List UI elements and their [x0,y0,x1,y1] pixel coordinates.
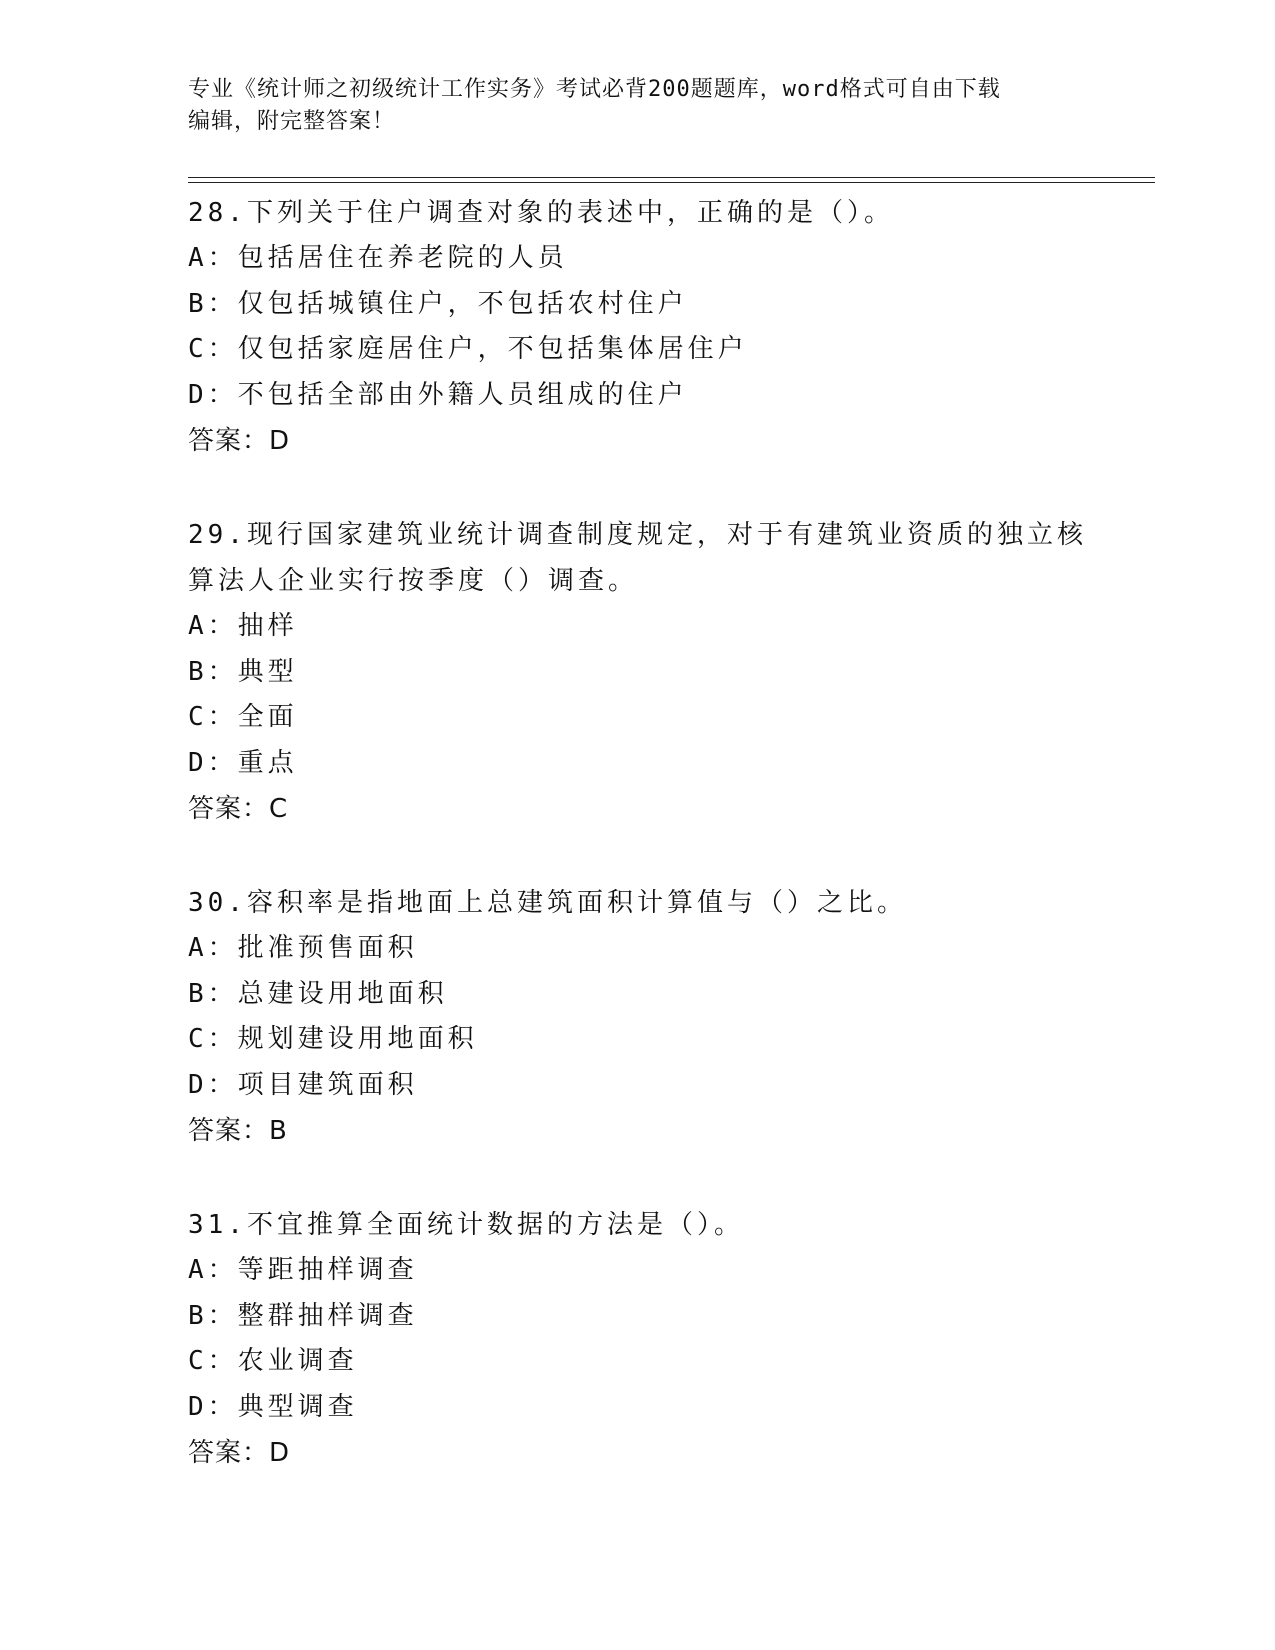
option-list [188,236,1088,418]
option-b: B：总建设用地面积 [188,978,448,1009]
question-stem: 29.现行国家建筑业统计调查制度规定，对于有建筑业资质的独立核算法人企业实行按季度（）调查。 [188,520,1087,596]
header-line-2: 编辑，附完整答案！ [188,109,396,134]
answer: 答案：D [188,1438,291,1468]
document-header [188,74,1068,138]
option-d: D：典型调查 [188,1391,358,1422]
option-a: A：抽样 [188,611,298,641]
option-d: D：项目建筑面积 [188,1069,418,1100]
option-d: D：不包括全部由外籍人员组成的住户 [188,379,688,410]
header-divider-top [188,177,1155,178]
option-c: C：全面 [188,702,298,732]
option-b: B：整群抽样调查 [188,1300,418,1331]
option-a: A：包括居住在养老院的人员 [188,243,568,273]
option-c: C：农业调查 [188,1346,358,1376]
question-stem: 28.下列关于住户调查对象的表述中，正确的是（）。 [188,198,894,228]
header-line-1: 专业《统计师之初级统计工作实务》考试必背200题题库，word格式可自由下载 [188,77,1001,102]
option-list [188,604,1088,786]
question-stem: 30.容积率是指地面上总建筑面积计算值与（）之比。 [188,888,907,918]
option-d: D：重点 [188,747,298,778]
question-30 [188,880,1088,1155]
question-29 [188,512,1088,833]
question-stem: 31.不宜推算全面统计数据的方法是（）。 [188,1210,744,1240]
header-divider-bottom [188,182,1155,183]
option-a: A：等距抽样调查 [188,1255,418,1285]
question-31 [188,1202,1088,1477]
option-b: B：典型 [188,656,298,687]
option-list [188,926,1088,1108]
option-b: B：仅包括城镇住户，不包括农村住户 [188,288,688,319]
question-28 [188,190,1088,465]
option-a: A：批准预售面积 [188,933,418,963]
answer: 答案：D [188,426,291,456]
option-c: C：仅包括家庭居住户，不包括集体居住户 [188,334,748,364]
option-c: C：规划建设用地面积 [188,1024,478,1054]
question-list [188,190,1088,1524]
answer: 答案：C [188,794,289,824]
answer: 答案：B [188,1116,288,1146]
option-list [188,1248,1088,1430]
